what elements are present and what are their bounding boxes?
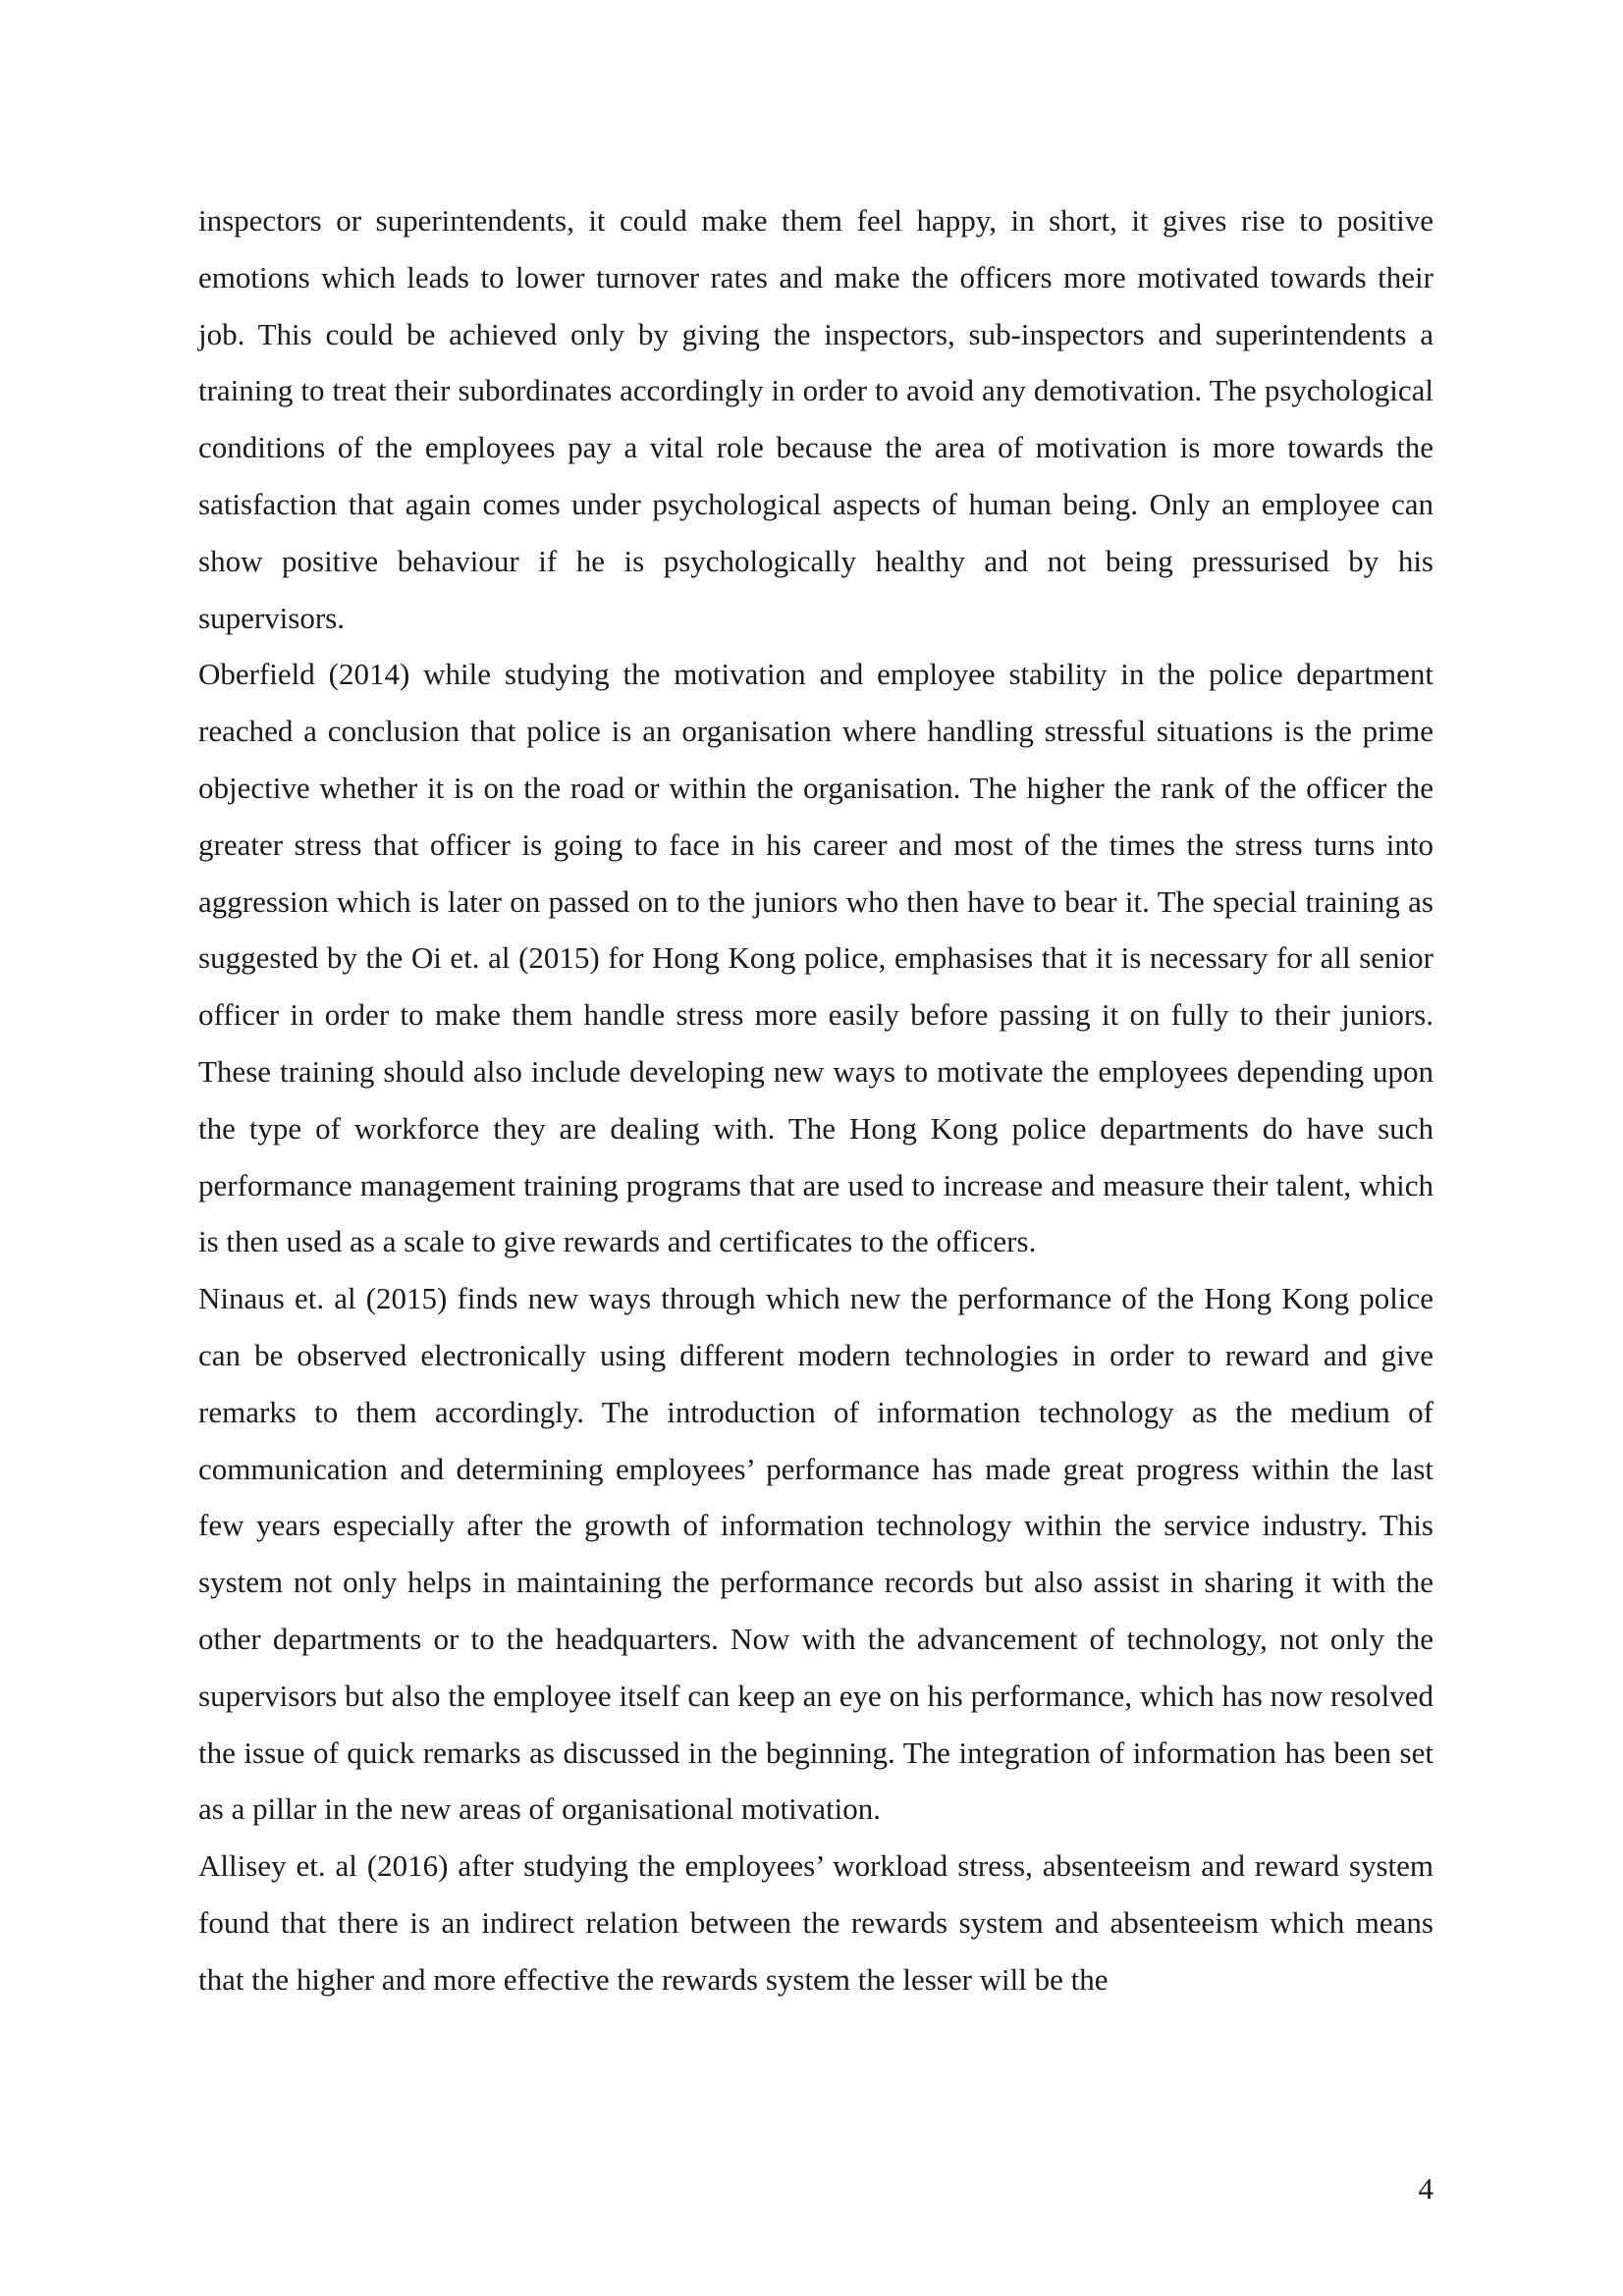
paragraph-ninaus: Ninaus et. al (2015) finds new ways through which new the performance of the Hong Kong police can be observed electronically using different modern technologies in order to reward and give remarks to them accordingly. The introduction of information technology as the medium of communication and determining employees’ performance has made great progress within the last few years especially after the growth of information technology within the service industry. This system not only helps in maintaining the performance records but also assist in sharing it with the other departments or to the headquarters. Now with the advancement of technology, not only the supervisors but also the employee itself can keep an eye on his performance, which has now resolved the issue of quick remarks as discussed in the beginning. The integration of information has been set as a pillar in the new areas of organisational motivation. (198, 1281, 1434, 1827)
paragraph-continuation: inspectors or superintendents, it could make them feel happy, in short, it gives rise to positive emotions which leads to lower turnover rates and make the officers more motivated towards their job. This could be achieved only by giving the inspectors, sub-inspectors and superintendents a training to treat their subordinates accordingly in order to avoid any demotivation. The psychological conditions of the employees pay a vital role because the area of motivation is more towards the satisfaction that again comes under psychological aspects of human being. Only an employee can show positive behaviour if he is psychologically healthy and not being pressurised by his supervisors. (198, 203, 1434, 635)
page-number: 4 (1418, 2171, 1434, 2206)
paragraph-allisey: Allisey et. al (2016) after studying the employees’ workload stress, absenteeism and reward system found that there is an indirect relation between the rewards system and absenteeism which means that the higher and more effective the rewards system the lesser will be the (198, 1848, 1434, 1997)
paragraph-oberfield: Oberfield (2014) while studying the motivation and employee stability in the police department reached a conclusion that police is an organisation where handling stressful situations is the prime objective whether it is on the road or within the organisation. The higher the rank of the officer the greater stress that officer is going to face in his career and most of the times the stress turns into aggression which is later on passed on to the juniors who then have to bear it. The special training as suggested by the Oi et. al (2015) for Hong Kong police, emphasises that it is necessary for all senior officer in order to make them handle stress more easily before passing it on fully to their juniors. These training should also include developing new ways to motivate the employees depending upon the type of workforce they are dealing with. The Hong Kong police departments do have such performance management training programs that are used to increase and measure their talent, which is then used as a scale to give rewards and certificates to the officers. (198, 657, 1434, 1259)
body-text (198, 192, 1434, 2008)
